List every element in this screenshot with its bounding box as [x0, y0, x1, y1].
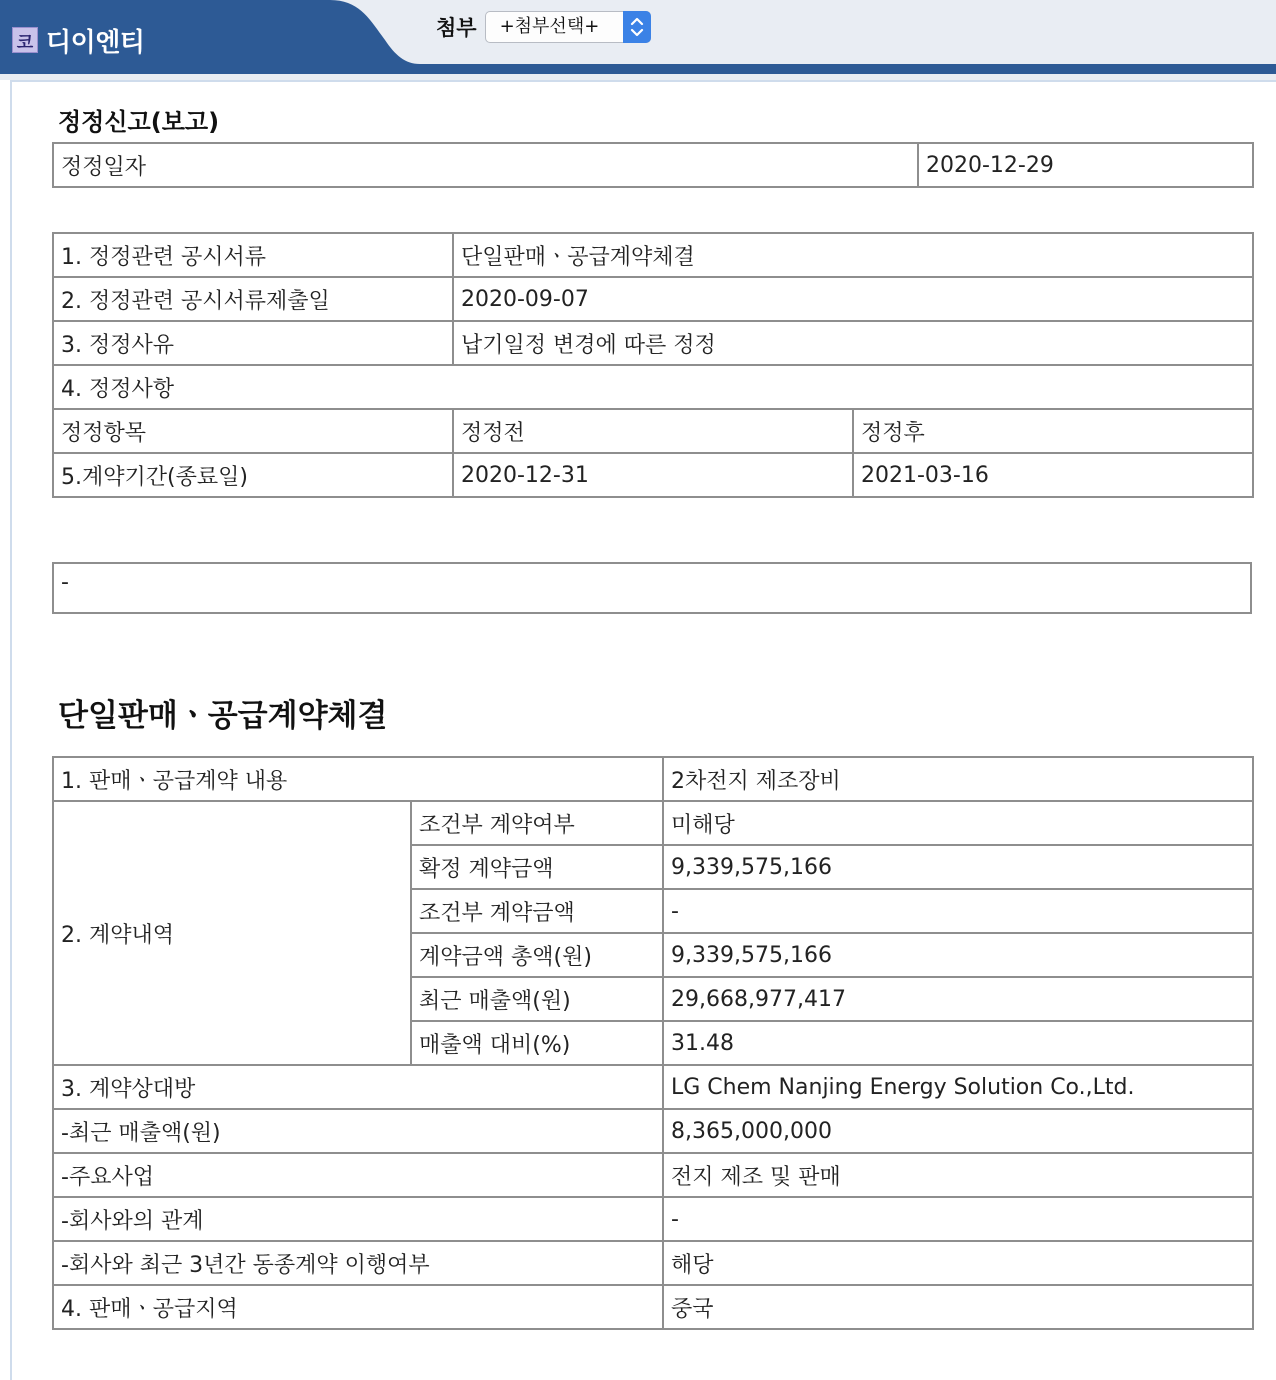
- table-cell-label: -회사와의 관계: [53, 1197, 663, 1241]
- attachment-selected-value: +첨부선택+: [499, 16, 600, 37]
- table-cell-label: -회사와 최근 3년간 동종계약 이행여부: [53, 1241, 663, 1285]
- correction-note: -: [53, 563, 1251, 613]
- table-cell-label: 4. 판매ㆍ공급지역: [53, 1285, 663, 1329]
- table-row: [53, 453, 1253, 497]
- correction-note-table: [52, 562, 1252, 614]
- table-row: [53, 1109, 1253, 1153]
- attachment-selector: [436, 10, 651, 44]
- table-row: [53, 1197, 1253, 1241]
- table-row: [53, 757, 1253, 801]
- top-header: [0, 0, 1276, 80]
- correction-item: 5.계약기간(종료일): [53, 453, 453, 497]
- company-logo[interactable]: [12, 24, 144, 56]
- table-cell-label: 계약금액 총액(원): [411, 933, 663, 977]
- correction-title: 정정신고(보고): [58, 108, 220, 136]
- header-cell-item: 정정항목: [53, 409, 453, 453]
- contract-table: [52, 756, 1254, 1330]
- correction-date-label: 정정일자: [53, 143, 918, 187]
- table-row: [53, 1241, 1253, 1285]
- table-cell-label: 조건부 계약금액: [411, 889, 663, 933]
- table-cell-label: 1. 정정관련 공시서류: [53, 233, 453, 277]
- table-cell-value: 납기일정 변경에 따른 정정: [453, 321, 1253, 365]
- header-cell-after: 정정후: [853, 409, 1253, 453]
- header-cell-before: 정정전: [453, 409, 853, 453]
- table-cell-label: -주요사업: [53, 1153, 663, 1197]
- table-cell-label: 3. 계약상대방: [53, 1065, 663, 1109]
- table-row: [53, 1153, 1253, 1197]
- table-cell-value: LG Chem Nanjing Energy Solution Co.,Ltd.: [663, 1065, 1253, 1109]
- table-cell-label: 최근 매출액(원): [411, 977, 663, 1021]
- table-cell-label: 1. 판매ㆍ공급계약 내용: [53, 757, 663, 801]
- table-cell-value: 해당: [663, 1241, 1253, 1285]
- correction-before: 2020-12-31: [453, 453, 853, 497]
- company-name: 디이엔티: [46, 27, 145, 58]
- table-row: [53, 277, 1253, 321]
- table-cell-value: 9,339,575,166: [663, 845, 1253, 889]
- table-cell-value: 미해당: [663, 801, 1253, 845]
- table-row: [53, 365, 1253, 409]
- contract-details-label: 2. 계약내역: [53, 801, 411, 1065]
- updown-chevron-icon: [623, 11, 651, 43]
- table-cell-value: 2020-09-07: [453, 277, 1253, 321]
- contract-title: 단일판매ㆍ공급계약체결: [58, 698, 388, 734]
- table-row: [53, 143, 1253, 187]
- correction-date-table: [52, 142, 1254, 188]
- correction-details-table: [52, 232, 1254, 498]
- table-row: [53, 233, 1253, 277]
- table-cell-label: 매출액 대비(%): [411, 1021, 663, 1065]
- attachment-label: 첨부: [436, 16, 477, 40]
- table-cell-value: 8,365,000,000: [663, 1109, 1253, 1153]
- table-cell-value: 전지 제조 및 판매: [663, 1153, 1253, 1197]
- table-row: [53, 409, 1253, 453]
- attachment-select[interactable]: [485, 11, 651, 43]
- table-cell-label: -최근 매출액(원): [53, 1109, 663, 1153]
- header-strip: [0, 64, 1276, 74]
- correction-after: 2021-03-16: [853, 453, 1253, 497]
- correction-date-value: 2020-12-29: [918, 143, 1253, 187]
- table-row: [53, 801, 1253, 845]
- table-row: [53, 563, 1251, 613]
- table-cell-label: 3. 정정사유: [53, 321, 453, 365]
- table-row: [53, 1065, 1253, 1109]
- correction-items-label: 4. 정정사항: [53, 365, 1253, 409]
- table-row: [53, 321, 1253, 365]
- table-cell-label: 2. 정정관련 공시서류제출일: [53, 277, 453, 321]
- table-row: [53, 1285, 1253, 1329]
- table-cell-value: 9,339,575,166: [663, 933, 1253, 977]
- table-cell-value: -: [663, 1197, 1253, 1241]
- company-badge-icon: 코: [12, 27, 38, 53]
- table-cell-value: 2차전지 제조장비: [663, 757, 1253, 801]
- table-cell-value: 단일판매ㆍ공급계약체결: [453, 233, 1253, 277]
- table-cell-value: -: [663, 889, 1253, 933]
- table-cell-label: 조건부 계약여부: [411, 801, 663, 845]
- table-cell-value: 중국: [663, 1285, 1253, 1329]
- table-cell-value: 29,668,977,417: [663, 977, 1253, 1021]
- table-cell-label: 확정 계약금액: [411, 845, 663, 889]
- table-cell-value: 31.48: [663, 1021, 1253, 1065]
